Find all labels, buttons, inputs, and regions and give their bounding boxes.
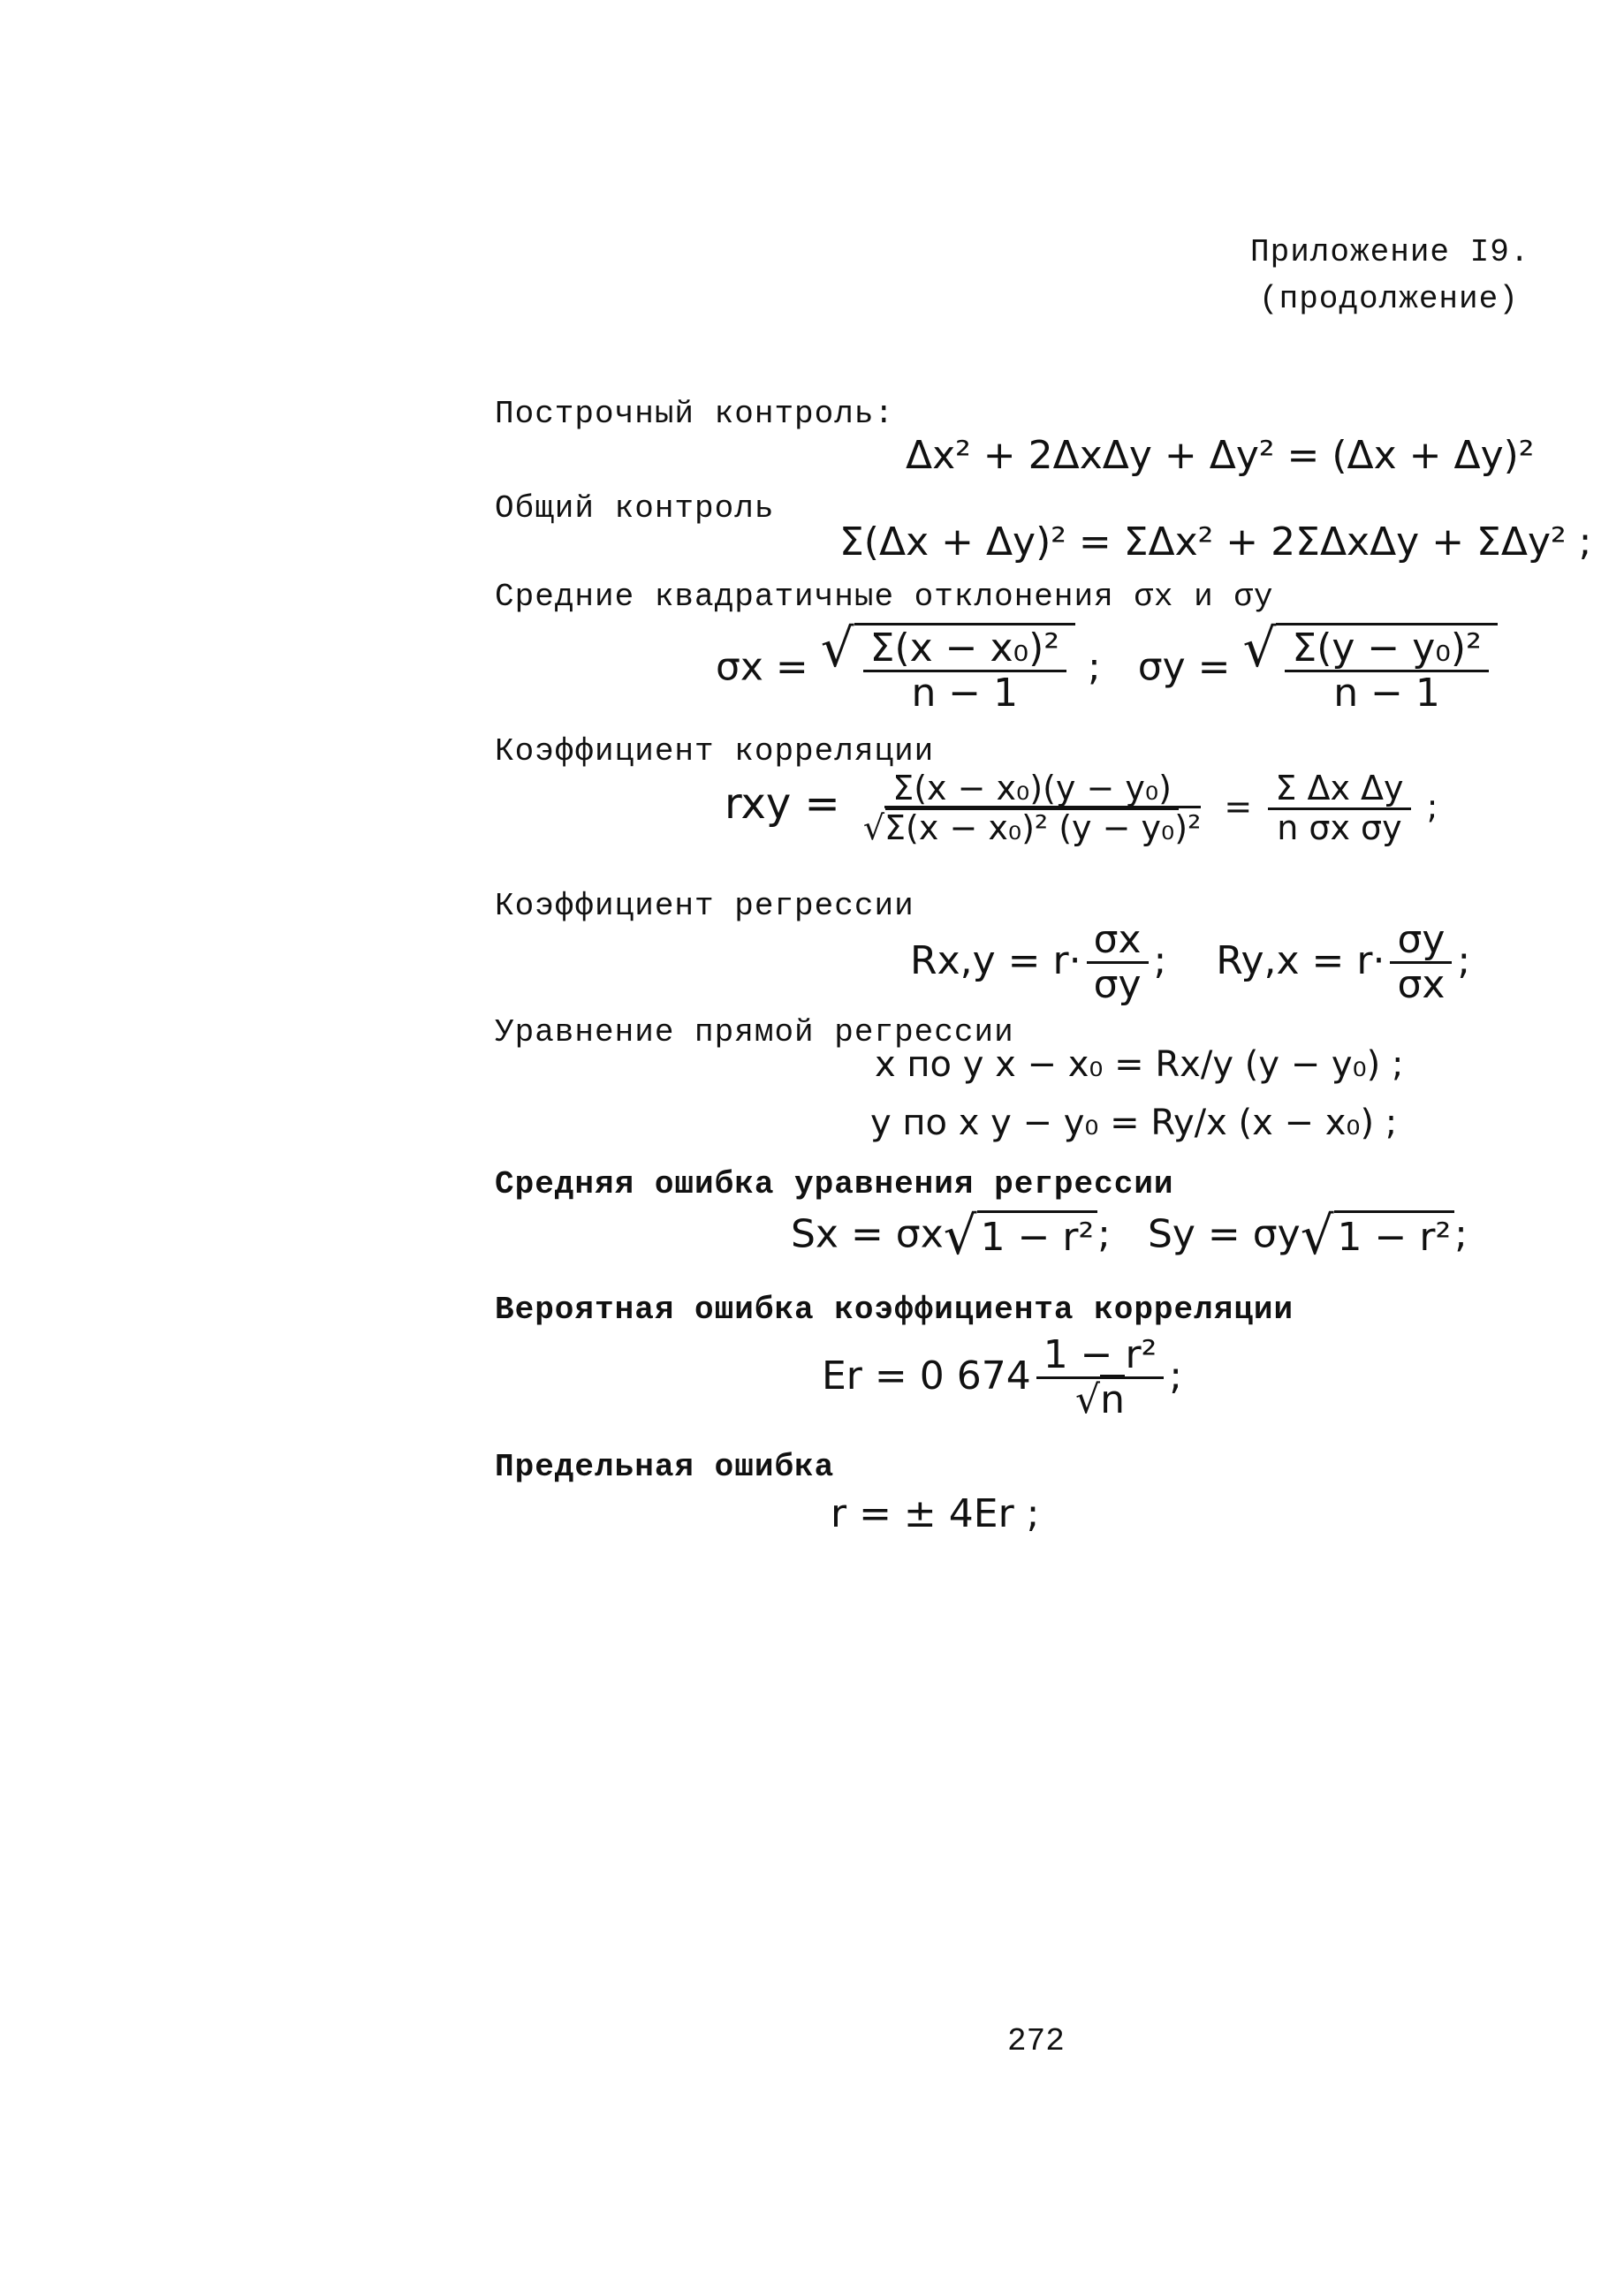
total-control-label: Общий контроль: [495, 490, 775, 527]
er-lhs: Er = 0 674: [822, 1353, 1031, 1399]
radical-icon: √: [943, 1206, 977, 1267]
mean-error-sep: ;: [1097, 1211, 1111, 1257]
row-control-label: Построчный контроль:: [495, 396, 895, 432]
appendix-header: Приложение I9.: [1250, 234, 1530, 270]
mean-error-label: Средняя ошибка уравнения регрессии: [495, 1166, 1174, 1202]
sy-radical: [1242, 618, 1498, 716]
regression-coef-sep: ;: [1153, 937, 1167, 983]
regression-line-2: y по x y − y₀ = Ry/x (x − x₀) ;: [870, 1103, 1398, 1143]
radical-icon: √: [1300, 1206, 1334, 1267]
mean-error-end: ;: [1454, 1211, 1468, 1257]
regression-line-1: x по y x − x₀ = Rx/y (y − y₀) ;: [875, 1044, 1404, 1085]
sx-radical: [820, 618, 1075, 716]
rxy-coef-lhs: Rx,y = r·: [910, 937, 1081, 983]
radical-icon: √: [1075, 1377, 1101, 1423]
radical-icon: √: [820, 618, 854, 679]
correlation-fraction-1: $\frac{\text{Σ(x − x₀)(y − y₀)}}{\text{√Σ(x − x₀)² (y − y₀)²}}$: [862, 769, 1202, 847]
sx-error-radical: √ 1 − r²: [944, 1210, 1097, 1262]
regression-coef-end: ;: [1457, 937, 1471, 983]
limit-error-formula: r = ± 4Er ;: [831, 1491, 1040, 1536]
sx-lhs: σx =: [716, 644, 808, 690]
row-control-formula: Δx² + 2ΔxΔy + Δy² = (Δx + Δy)²: [906, 433, 1535, 478]
correlation-fraction-2: $\frac{\text{Σ Δx Δy}}{\text{n σx σy}}$: [1268, 770, 1410, 847]
regression-coef-formula: [910, 919, 1470, 1007]
limit-error-label: Предельная ошибка: [495, 1449, 835, 1485]
std-dev-separator: ;: [1087, 644, 1101, 690]
sy-error-radical: √ 1 − r²: [1301, 1210, 1454, 1262]
sy-lhs: σy =: [1137, 644, 1231, 690]
regression-line-label: Уравнение прямой регрессии: [495, 1014, 1014, 1050]
sx-fraction: $\frac{\text{Σ(x − x₀)²}}{n - 1}$: [863, 627, 1066, 716]
rxy-lhs: rxy =: [725, 778, 840, 829]
er-end: ;: [1169, 1353, 1183, 1399]
probable-error-label: Вероятная ошибка коэффициента корреляции: [495, 1292, 1294, 1328]
correlation-end: ;: [1426, 786, 1438, 826]
correlation-formula: [725, 770, 1438, 847]
sy-error-lhs: Sy = σy: [1147, 1211, 1301, 1257]
total-control-formula: Σ(Δx + Δy)² = ΣΔx² + 2ΣΔxΔy + ΣΔy² ;: [839, 519, 1592, 565]
probable-error-formula: [822, 1334, 1182, 1422]
ryx-coef-fraction: $\frac{\sigma y}{\sigma x}$: [1390, 919, 1452, 1007]
mean-error-formula: [791, 1206, 1468, 1267]
correlation-eq: =: [1224, 786, 1253, 826]
rxy-coef-fraction: $\frac{\sigma x}{\sigma y}$: [1087, 919, 1149, 1007]
correlation-label: Коэффициент корреляции: [495, 733, 935, 770]
radical-icon: √: [862, 807, 885, 847]
regression-coef-label: Коэффициент регрессии: [495, 888, 914, 924]
std-dev-formula: [716, 618, 1498, 716]
er-fraction: $\frac{\text{1 − r²}}{√n}$: [1036, 1334, 1165, 1422]
ryx-coef-lhs: Ry,x = r·: [1216, 937, 1385, 983]
sy-fraction: $\frac{\text{Σ(y − y₀)²}}{n - 1}$: [1285, 627, 1488, 716]
std-dev-label: Средние квадратичные отклонения σx и σy: [495, 579, 1274, 615]
page-number: 272: [1007, 2023, 1065, 2059]
radical-icon: √: [1242, 618, 1277, 679]
appendix-continued: (продолжение): [1259, 281, 1519, 317]
sx-error-lhs: Sx = σx: [791, 1211, 944, 1257]
